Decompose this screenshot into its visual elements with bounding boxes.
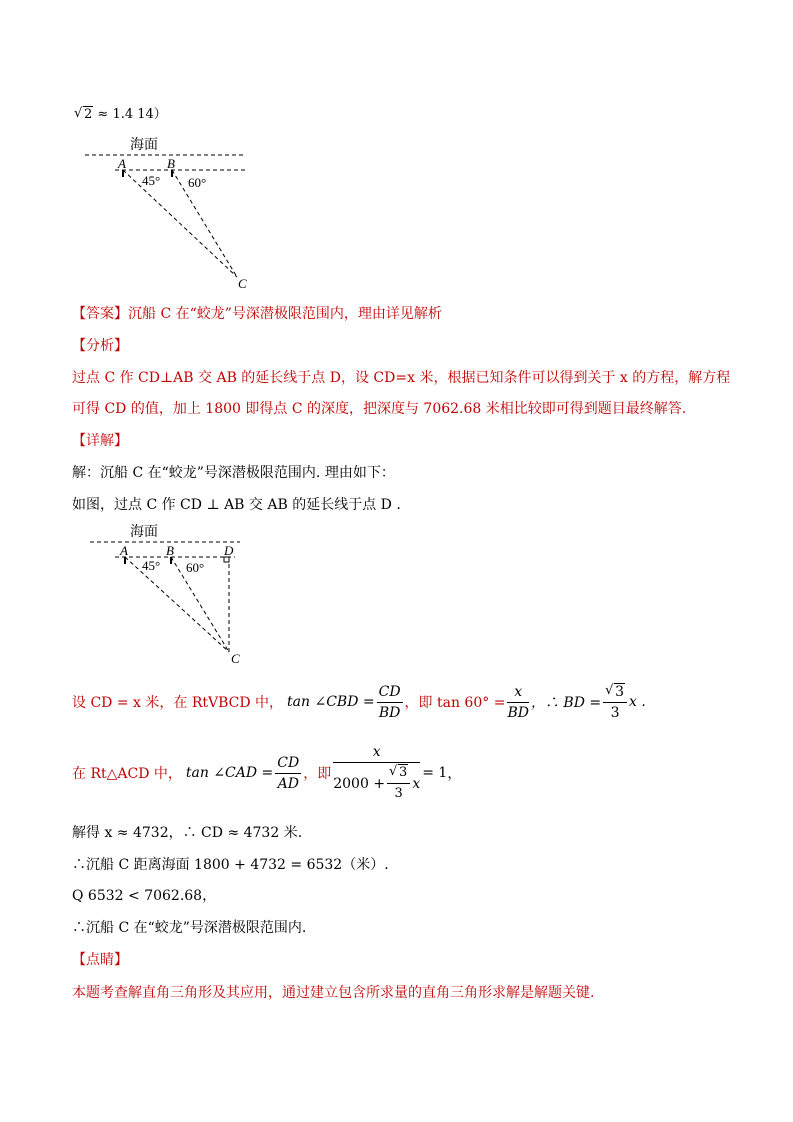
analysis-tag: 【分析】 bbox=[72, 338, 128, 354]
eq1-frac-1 bbox=[377, 682, 403, 723]
eq2-den-num: 3 bbox=[399, 765, 408, 780]
detail-line-1: 解：沉船 C 在“蛟龙”号深潜极限范围内. 理由如下： bbox=[72, 465, 395, 481]
eq1-therefore: ，∴ BD = bbox=[530, 695, 602, 711]
eq1-frac-2 bbox=[507, 682, 529, 723]
eq1-tail: x . bbox=[629, 694, 646, 710]
fig1-sea-label: 海面 bbox=[130, 138, 158, 153]
analysis-line-1: 过点 C 作 CD⊥AB 交 AB 的延长线于点 D，设 CD=x 米，根据已知条件可以得到关于 x 的方程，解方程 bbox=[72, 370, 731, 386]
comment-tag: 【点睛】 bbox=[72, 952, 128, 968]
approx-value: ≈ 1.4 14 bbox=[97, 107, 154, 122]
fig2-angle-45: 45° bbox=[142, 558, 161, 573]
fig2-line-AC bbox=[125, 557, 229, 652]
fig1-angle-60: 60° bbox=[188, 175, 207, 190]
fig2-label-A: A bbox=[120, 543, 128, 558]
equation-1 bbox=[72, 678, 646, 726]
close-paren: ） bbox=[153, 107, 167, 122]
eq1-tan: tan ∠CBD = bbox=[287, 694, 375, 710]
fig1-line-AC bbox=[123, 170, 237, 277]
fig1-label-B: B bbox=[167, 156, 175, 171]
fig2-angle-60: 60° bbox=[186, 560, 205, 575]
solve-line-4: ∴沉船 C 在“蛟龙”号深潜极限范围内. bbox=[72, 920, 307, 936]
fig2-sea-label: 海面 bbox=[130, 525, 158, 540]
eq2-big-den bbox=[333, 763, 420, 804]
eq2-den-den: 3 bbox=[394, 786, 403, 801]
eq1-frac-1-num: CD bbox=[377, 682, 403, 703]
fig1-label-A: A bbox=[118, 156, 126, 171]
eq1-frac-3-den: 3 bbox=[610, 704, 620, 721]
solve-line-3: Q 6532 < 7062.68， bbox=[72, 888, 217, 904]
eq2-frac-1-num: CD bbox=[275, 753, 301, 774]
eq2-den-pre: 2000 + bbox=[333, 775, 386, 792]
detail-line-2: 如图，过点 C 作 CD ⊥ AB 交 AB 的延长线于点 D . bbox=[72, 497, 401, 513]
eq2-mid: ，即 bbox=[303, 766, 332, 782]
top-note bbox=[74, 103, 167, 122]
answer-text: 沉船 C 在“蛟龙”号深潜极限范围内，理由详见解析 bbox=[128, 306, 442, 322]
comment-text: 本题考查解直角三角形及其应用，通过建立包含所求量的直角三角形求解是解题关键. bbox=[72, 985, 595, 1001]
eq1-mid: ，即 tan 60° = bbox=[404, 695, 506, 711]
eq2-tail: ， bbox=[447, 766, 462, 782]
eq2-pre: 在 Rt△ACD 中， bbox=[72, 766, 182, 782]
eq2-den-tail: x bbox=[412, 775, 421, 792]
solve-line-1: 解得 x ≈ 4732，∴ CD ≈ 4732 米. bbox=[72, 825, 303, 841]
fig2-label-C: C bbox=[231, 651, 240, 666]
eq1-frac-1-den: BD bbox=[378, 704, 401, 721]
figure-2 bbox=[85, 520, 255, 670]
eq1-frac-2-den: BD bbox=[507, 704, 529, 721]
figure-1 bbox=[80, 132, 260, 292]
eq1-frac-3-num: 3 bbox=[615, 683, 625, 700]
eq2-big-frac bbox=[333, 742, 420, 804]
sqrt-2: 2 bbox=[84, 107, 93, 122]
fig1-angle-45: 45° bbox=[142, 173, 161, 188]
eq1-frac-3 bbox=[603, 682, 627, 723]
eq1-frac-2-num: x bbox=[507, 682, 529, 703]
eq2-tan: tan ∠CAD = bbox=[185, 765, 274, 781]
analysis-line-2: 可得 CD 的值，加上 1800 即得点 C 的深度，把深度与 7062.68 米相比较即可得到题目最终解答. bbox=[72, 401, 687, 417]
eq2-frac-1 bbox=[275, 753, 301, 794]
detail-tag: 【详解】 bbox=[72, 433, 128, 449]
eq2-equals: = 1 bbox=[422, 765, 448, 781]
solve-line-2: ∴沉船 C 距离海面 1800 + 4732 = 6532（米）. bbox=[72, 857, 389, 873]
answer-line bbox=[72, 303, 442, 323]
equation-2 bbox=[72, 738, 461, 808]
eq1-pre: 设 CD = x 米，在 RtVBCD 中， bbox=[72, 695, 284, 711]
answer-tag: 【答案】 bbox=[72, 306, 128, 322]
fig1-label-C: C bbox=[238, 276, 247, 291]
eq2-frac-1-den: AD bbox=[277, 775, 299, 792]
fig2-label-D: D bbox=[224, 543, 234, 558]
fig2-label-B: B bbox=[166, 543, 174, 558]
eq2-big-num: x bbox=[333, 742, 420, 763]
